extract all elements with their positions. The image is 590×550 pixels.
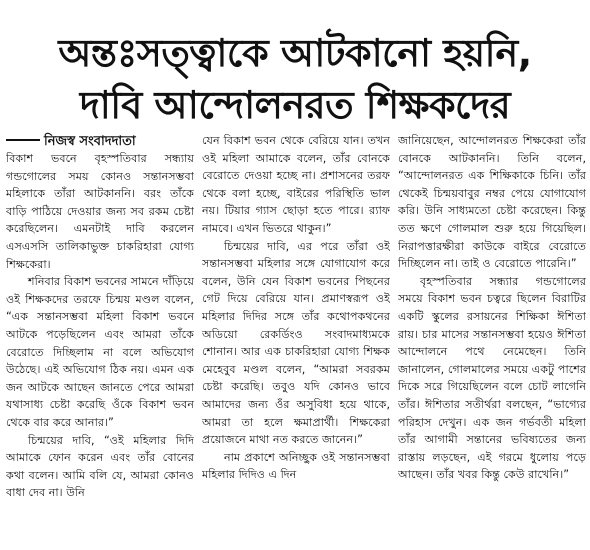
- paragraph: যেন বিকাশ ভবন থেকে বেরিয়ে যান। তখন ওই মহিলা আমাকে বলেন, তাঁর বোনকে বেরোতে দেওয়া হচ্ছে না। প্রশাসনের তরফ থেকে বলা হচ্ছে, বাইরের পরিস্থিতি ভাল নয়। টিয়ার গ্যাস ছোড়া হতে পারে। র‌্যাফ নামবে। এখন ভিতরে থাকুন।”: [202, 134, 390, 235]
- headline-line-2: দাবি আন্দোলনরত শিক্ষকদের: [79, 83, 511, 128]
- byline-rule: [6, 139, 40, 141]
- article-headline: [0, 27, 590, 131]
- paragraph: চিন্ময়ের দাবি, এর পরে তাঁরা ওই সন্তানসম্ভবা মহিলার সঙ্গে যোগাযোগ করে বলেন, উনি যেন বিকাশ ভবনের পিছনের গেট দিয়ে বেরিয়ে যান। প্রমাণস্বরূপ ওই মহিলার দিদির সঙ্গে তাঁর কথোপকথনের অডিয়ো রেকর্ডিংও সংবাদমাধ্যমকে শোনান। আর এক চাকরিহারা যোগ্য শিক্ষক মেহেবুব মণ্ডল বলেন, “আমরা সবরকম চেষ্টা করেছি। তবুও যদি কোনও ভাবে আমাদের জন্য ওঁর অসুবিধা হয়ে থাকে, আমরা তা হলে ক্ষমাপ্রার্থী। শিক্ষকেরা প্রয়োজনে মাথা নত করতে জানেন।”: [202, 239, 390, 447]
- article-column-1: [6, 150, 194, 546]
- paragraph: জানিয়েছেন, আন্দোলনরত শিক্ষকেরা তাঁর বোনকে আটকাননি। তিনি বলেন, “আন্দোলনরত এক শিক্ষিকাকে চিনি। তাঁর থেকেই চিন্ময়বাবুর নম্বর পেয়ে যোগাযোগ করি। উনি সাধ্যমতো চেষ্টা করেছেন। কিন্তু তত ক্ষণে গোলমাল শুরু হয়ে গিয়েছিল। নিরাপত্তারক্ষীরা কাউকে বাইরে বেরোতে দিচ্ছিলেন না। তাই ও বেরোতে পারেনি।”: [398, 134, 586, 271]
- paragraph: নাম প্রকাশে অনিচ্ছুক ওই সন্তানসম্ভবা মহিলার দিদিও এ দিন: [202, 450, 390, 482]
- article-column-2: [202, 132, 390, 546]
- paragraph: শনিবার বিকাশ ভবনের সামনে দাঁড়িয়ে ওই শিক্ষকদের তরফে চিন্ময় মণ্ডল বলেন, “এক সন্তানসম্ভবা মহিলা বিকাশ ভবনে আটকে পড়েছিলেন এবং আমরা তাঁকে বেরোতে দিচ্ছিলাম না বলে অভিযোগ উঠেছে। এই অভিযোগ ঠিক নয়। এমন এক জন আটকে আছেন জানতে পেরে আমরা যথাসাধ্য চেষ্টা করেছি ওঁকে বিকাশ ভবন থেকে বার করে আনার।”: [6, 275, 194, 429]
- article-column-3: [398, 132, 586, 546]
- headline-line-1: অন্তঃসত্ত্বাকে আটকানো হয়নি,: [58, 31, 532, 76]
- paragraph: চিন্ময়ের দাবি, “ওই মহিলার দিদি আমাকে ফোন করেন এবং তাঁর বোনের কথা বলেন। আমি বলি যে, আমরা কোনও বাধা দেব না। উনি: [6, 433, 194, 500]
- paragraph: বৃহস্পতিবার সন্ধ্যার গন্ডগোলের সময়ে বিকাশ ভবন চত্বরে ছিলেন বিরাটির একটি স্কুলের রসায়নের শিক্ষিকা ঈশিতা রায়। চার মাসের সন্তানসম্ভবা হয়েও ঈশিতা আন্দোলনে পথে নেমেছেন। তিনি জানালেন, গোলমালের সময়ে একটু পাশের দিকে সরে গিয়েছিলেন বলে চোট লাগেনি তাঁর। ঈশিতার সতীর্থরা বলছেন, “ভাগ্যের পরিহাস দেখুন। এক জন গর্ভবতী মহিলা তাঁর আগামী সন্তানের ভবিষ্যতের জন্য রাস্তায় লড়ছেন, এই গরমে ধুলোয় পড়ে আছেন। তাঁর খবর কিন্তু কেউ রাখেনি।”: [398, 274, 586, 482]
- paragraph: বিকাশ ভবনে বৃহস্পতিবার সন্ধ্যায় গন্ডগোলের সময় কোনও সন্তানসম্ভবা মহিলাকে তাঁরা আটকাননি। বরং তাঁকে বাড়ি পাঠিয়ে দেওয়ার জন্য সব রকম চেষ্টা করেছিলেন। এমনটাই দাবি করলেন এসএসসি তালিকাভুক্ত চাকরিহারা যোগ্য শিক্ষকেরা।: [6, 152, 194, 271]
- byline: নিজস্ব সংবাদদাতা: [44, 134, 136, 149]
